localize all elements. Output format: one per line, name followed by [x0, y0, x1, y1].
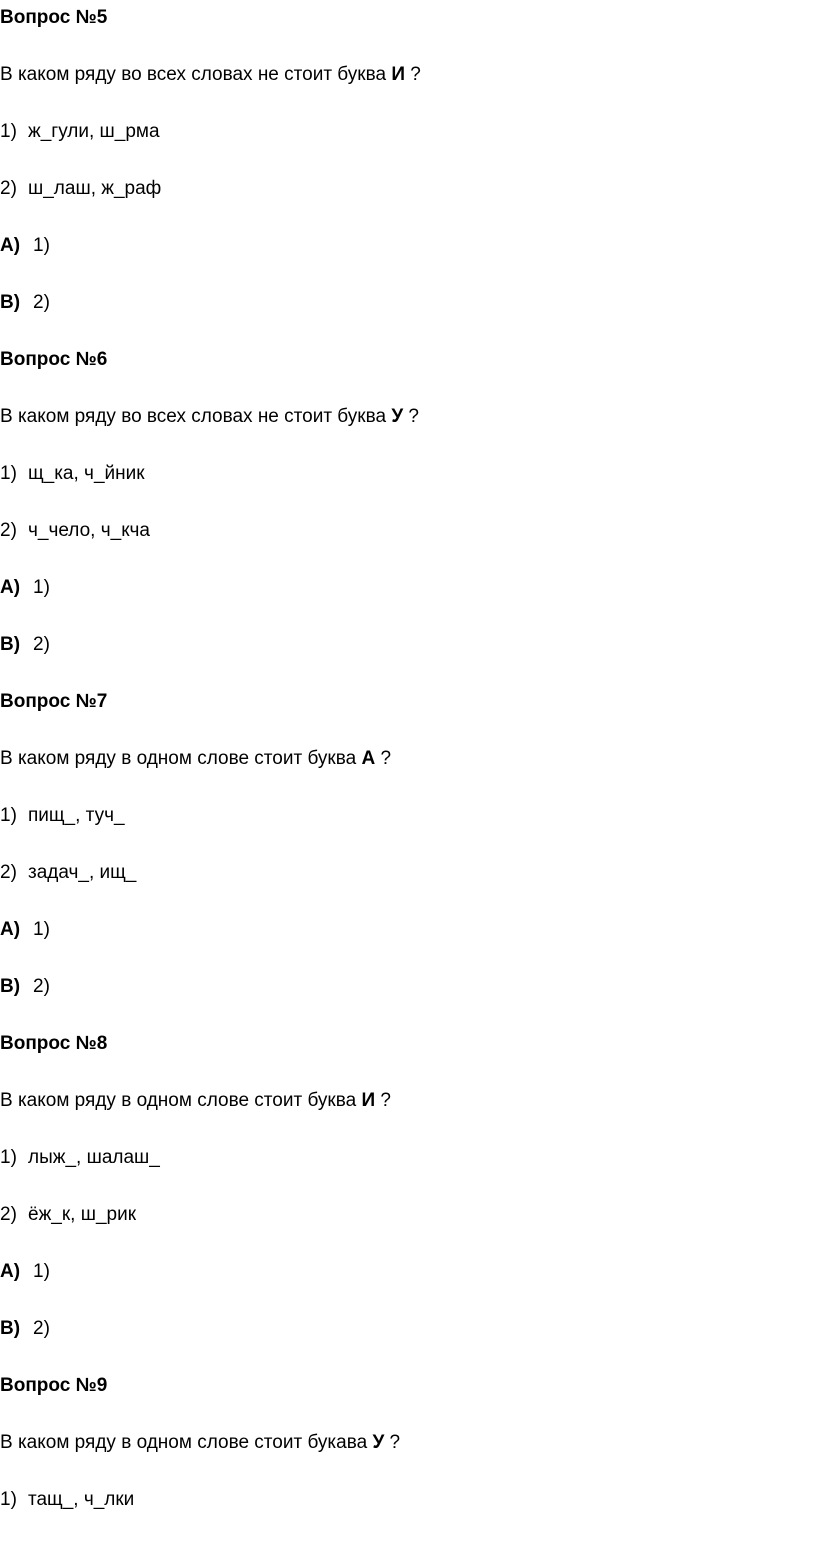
option-number: 2) — [0, 862, 17, 883]
question-title: Вопрос №9 — [0, 1375, 108, 1396]
question-7 — [0, 690, 816, 1032]
option-1 — [0, 462, 816, 519]
answer-b[interactable] — [0, 975, 816, 1032]
option-number: 2) — [0, 178, 17, 199]
option-number: 1) — [0, 1489, 17, 1510]
question-title: Вопрос №5 — [0, 7, 108, 28]
option-text: щ_ка, ч_йник — [28, 463, 145, 484]
answer-label: А) — [0, 235, 21, 256]
option-1 — [0, 1488, 816, 1545]
answer-value: 2) — [33, 634, 50, 655]
option-text: лыж_, шалаш_ — [28, 1147, 160, 1168]
answer-a[interactable] — [0, 576, 816, 633]
prompt-text: В каком ряду в одном слове стоит буква — [0, 1090, 362, 1111]
answer-value: 1) — [33, 235, 50, 256]
option-2 — [0, 861, 816, 918]
question-mark: ? — [375, 748, 392, 769]
question-prompt — [0, 747, 816, 804]
answer-label: А) — [0, 577, 21, 598]
answer-a[interactable] — [0, 918, 816, 975]
prompt-text: В каком ряду во всех словах не стоит буква — [0, 406, 392, 427]
answer-value: 1) — [33, 919, 50, 940]
question-prompt — [0, 63, 816, 120]
answer-label: В) — [0, 1318, 21, 1339]
question-title: Вопрос №6 — [0, 349, 108, 370]
option-1 — [0, 804, 816, 861]
option-text: ш_лаш, ж_раф — [28, 178, 162, 199]
answer-b[interactable] — [0, 291, 816, 348]
prompt-text: В каком ряду в одном слове стоит буква — [0, 748, 362, 769]
option-text: задач_, ищ_ — [28, 862, 137, 883]
question-5 — [0, 6, 816, 348]
option-number: 1) — [0, 463, 17, 484]
option-text: тащ_, ч_лки — [28, 1489, 135, 1510]
question-prompt — [0, 405, 816, 462]
question-title: Вопрос №7 — [0, 691, 108, 712]
target-letter: А — [361, 748, 376, 769]
question-prompt — [0, 1431, 816, 1488]
option-number: 1) — [0, 805, 17, 826]
option-2 — [0, 519, 816, 576]
target-letter: И — [391, 64, 405, 85]
option-text: ёж_к, ш_рик — [28, 1204, 137, 1225]
answer-value: 2) — [33, 1318, 50, 1339]
prompt-text: В каком ряду в одном слове стоит букава — [0, 1432, 373, 1453]
answer-a[interactable] — [0, 1260, 816, 1317]
option-2 — [0, 177, 816, 234]
option-text: ж_гули, ш_рма — [28, 121, 160, 142]
option-text: ч_чело, ч_кча — [28, 520, 150, 541]
option-1 — [0, 120, 816, 177]
option-number: 2) — [0, 520, 17, 541]
question-mark: ? — [403, 406, 419, 427]
question-8 — [0, 1032, 816, 1374]
answer-b[interactable] — [0, 633, 816, 690]
target-letter: У — [391, 406, 404, 427]
target-letter: У — [372, 1432, 385, 1453]
answer-value: 2) — [33, 292, 50, 313]
answer-label: А) — [0, 1261, 21, 1282]
option-1 — [0, 1146, 816, 1203]
answer-value: 2) — [33, 976, 50, 997]
answer-a[interactable] — [0, 234, 816, 291]
question-mark: ? — [375, 1090, 391, 1111]
target-letter: И — [361, 1090, 376, 1111]
question-mark: ? — [404, 64, 421, 85]
answer-value: 1) — [33, 1261, 50, 1282]
question-prompt — [0, 1089, 816, 1146]
answer-label: В) — [0, 292, 21, 313]
question-title: Вопрос №8 — [0, 1033, 108, 1054]
prompt-text: В каком ряду во всех словах не стоит буква — [0, 64, 392, 85]
answer-b[interactable] — [0, 1317, 816, 1374]
question-mark: ? — [384, 1432, 401, 1453]
option-2 — [0, 1203, 816, 1260]
option-number: 2) — [0, 1204, 17, 1225]
option-number: 1) — [0, 1147, 17, 1168]
answer-label: В) — [0, 976, 21, 997]
answer-label: А) — [0, 919, 21, 940]
question-9 — [0, 1374, 816, 1545]
question-6 — [0, 348, 816, 690]
option-number: 1) — [0, 121, 17, 142]
answer-label: В) — [0, 634, 21, 655]
answer-value: 1) — [33, 577, 50, 598]
option-text: пищ_, туч_ — [28, 805, 125, 826]
